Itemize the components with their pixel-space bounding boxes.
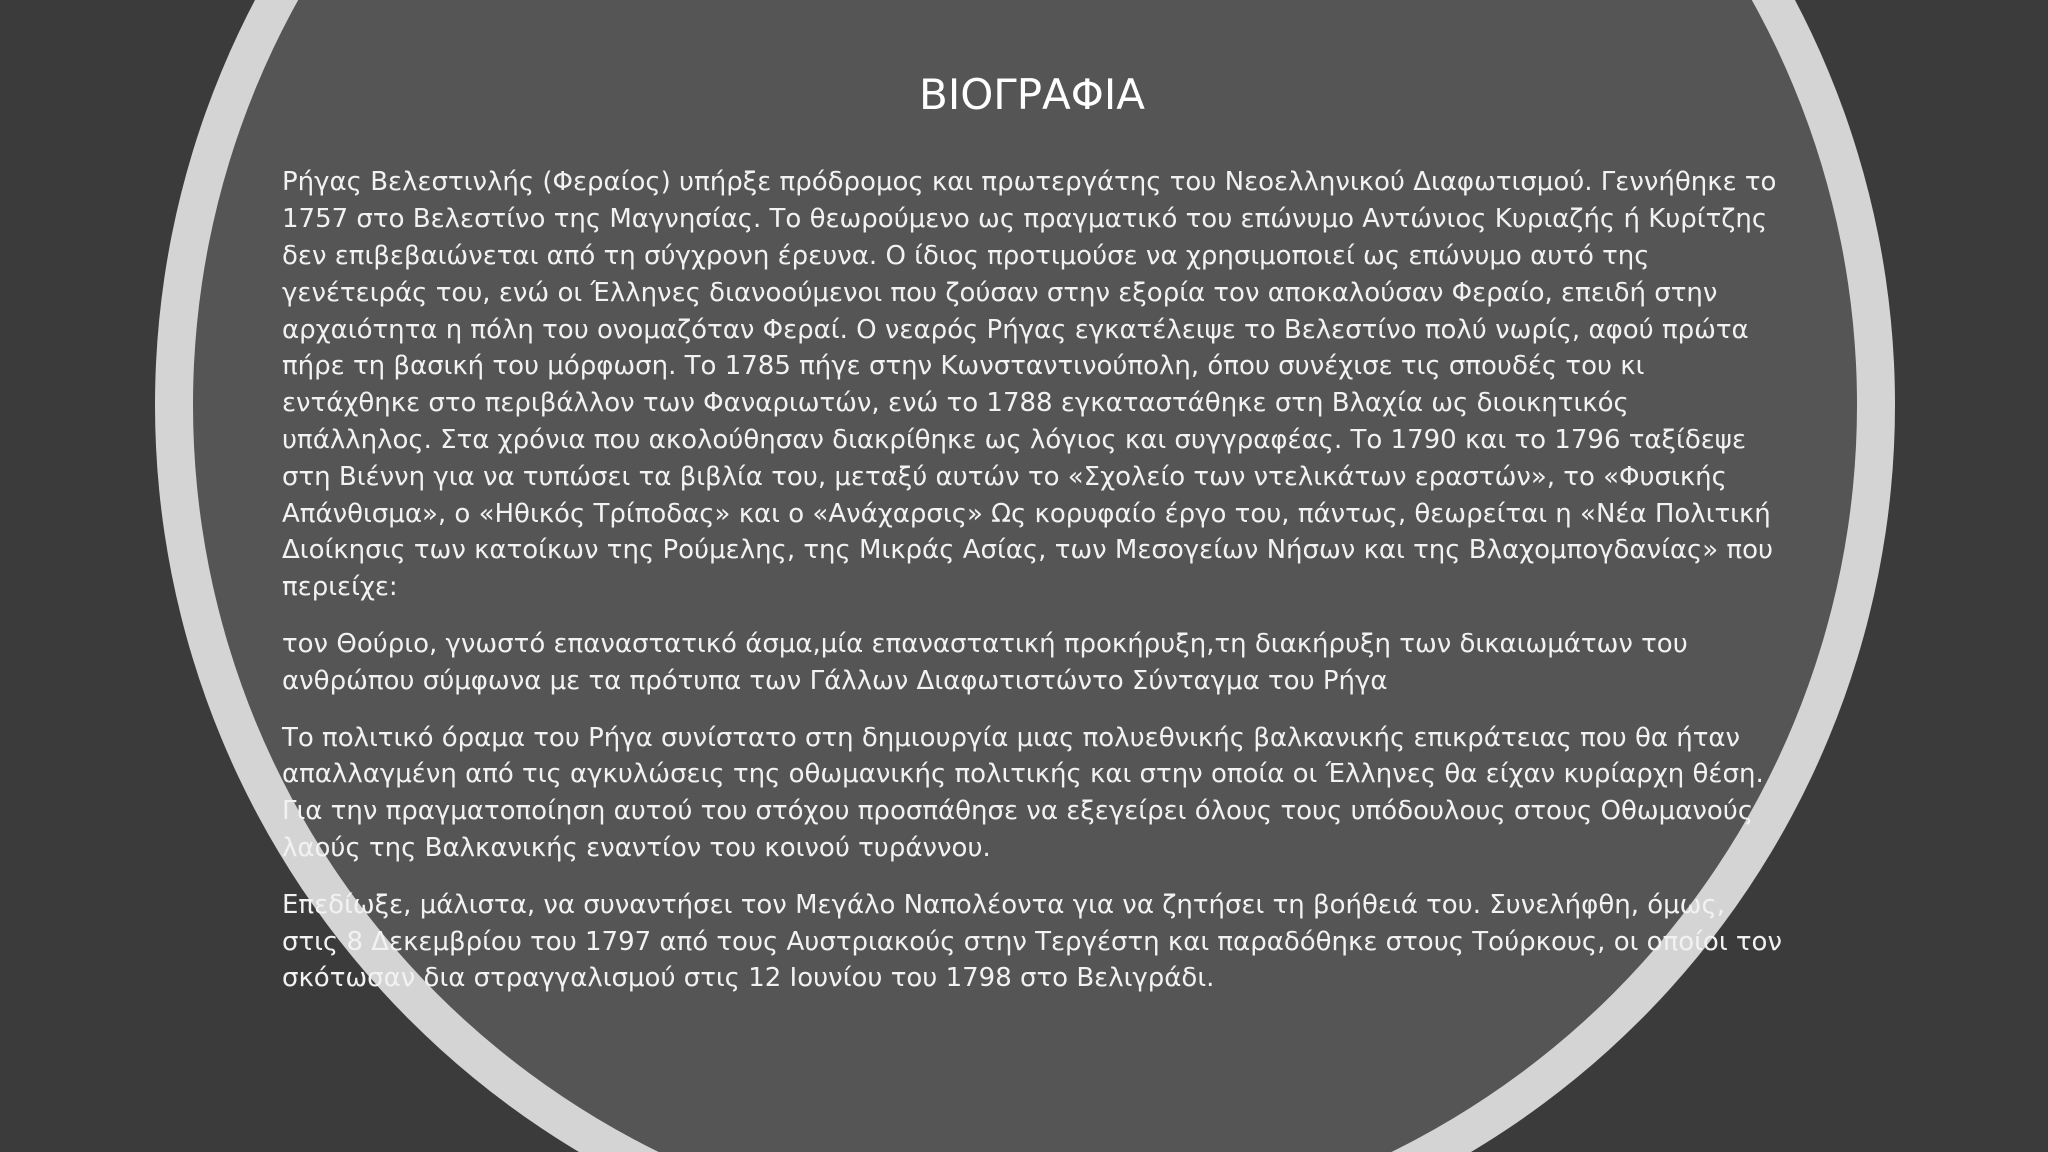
paragraph-arrest-death: Επεδίωξε, μάλιστα, να συναντήσει τον Μεγάλο Ναπολέοντα για να ζητήσει τη βοήθειά του. Συνελήφθη, όμως, στις 8 Δεκεμβρίου του 1797 από τους Αυστριακούς στην Τεργέστη και παραδόθηκε στους Τούρκους, οι οποίοι τον σκότωσαν δια στραγγαλισμού στις 12 Ιουνίου του 1798 στο Βελιγράδι. [282, 889, 1782, 994]
slide-title: ΒΙΟΓΡΑΦΙΑ [919, 70, 1145, 119]
paragraph-political-vision: Το πολιτικό όραμα του Ρήγα συνίστατο στη δημιουργία μιας πολυεθνικής βαλκανικής επικράτειας που θα ήταν απαλλαγμένη από τις αγκυλώσεις της οθωμανικής πολιτικής και στην οποία οι Έλληνες θα είχαν κυρίαρχη θέση. Για την πραγματοποίηση αυτού του στόχου προσπάθησε να εξεγείρει όλους τους υπόδουλους στους Οθωμανούς λαούς της Βαλκανικής εναντίον του κοινού τυράννου. [282, 722, 1764, 863]
slide-content [282, 70, 1782, 1017]
paragraph-works: τον Θούριο, γνωστό επαναστατικό άσμα,μία επαναστατική προκήρυξη,τη διακήρυξη των δικαιωμάτων του ανθρώπου σύμφωνα με τα πρότυπα των Γάλλων Διαφωτιστώντο Σύνταγμα του Ρήγα [282, 628, 1688, 696]
paragraph-biography: Ρήγας Βελεστινλής (Φεραίος) υπήρξε πρόδρομος και πρωτεργάτης του Νεοελληνικού Διαφωτισμού. Γεννήθηκε το 1757 στο Βελεστίνο της Μαγνησίας. Το θεωρούμενο ως πραγματικό του επώνυμο Αντώνιος Κυριαζής ή Κυρίτζης δεν επιβεβαιώνεται από τη σύγχρονη έρευνα. Ο ίδιος προτιμούσε να χρησιμοποιεί ως επώνυμο αυτό της γενέτειράς του, ενώ οι Έλληνες διανοούμενοι που ζούσαν στην εξορία τον αποκαλούσαν Φεραίο, επειδή στην αρχαιότητα η πόλη του ονομαζόταν Φεραί. Ο νεαρός Ρήγας εγκατέλειψε το Βελεστίνο πολύ νωρίς, αφού πρώτα πήρε τη βασική του μόρφωση. Το 1785 πήγε στην Κωνσταντινούπολη, όπου συνέχισε τις σπουδές του κι εντάχθηκε στο περιβάλλον των Φαναριωτών, ενώ το 1788 εγκαταστάθηκε στη Βλαχία ως διοικητικός υπάλληλος. Στα χρόνια που ακολούθησαν διακρίθηκε ως λόγιος και συγγραφέας. Το 1790 και το 1796 ταξίδεψε στη Βιέννη για να τυπώσει τα βιβλία του, μεταξύ αυτών το «Σχολείο των ντελικάτων εραστών», το «Φυσικής Απάνθισμα», ο «Ηθικός Τρίποδας» και ο «Ανάχαρσις» Ως κορυφαίο έργο του, πάντως, θεωρείται η «Νέα Πολιτική Διοίκησις των κατοίκων της Ρούμελης, της Μικράς Ασίας, των Μεσογείων Νήσων και της Βλαχομπογδανίας» που περιείχε: [282, 167, 1777, 603]
